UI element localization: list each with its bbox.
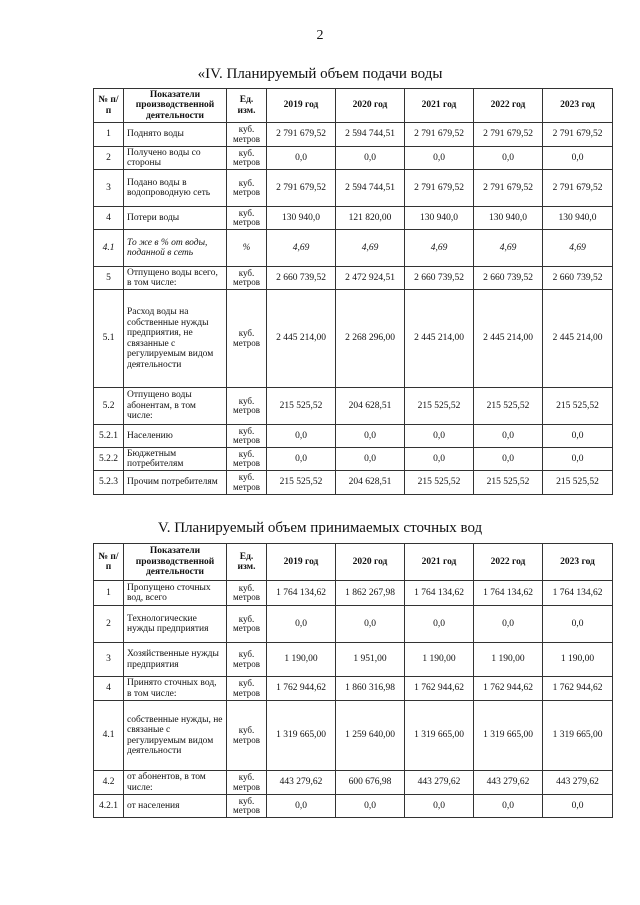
value-cell: 2 660 739,52: [267, 267, 336, 290]
table-row: [94, 147, 613, 170]
value-cell: 130 940,0: [543, 207, 613, 230]
value-cell: 1 259 640,00: [336, 701, 405, 771]
value-cell: 2 791 679,52: [543, 123, 613, 147]
value-cell: 215 525,52: [543, 471, 613, 495]
value-cell: 0,0: [336, 606, 405, 643]
value-cell: 0,0: [405, 448, 474, 471]
column-header: Ед. изм.: [227, 89, 267, 123]
value-cell: 2 791 679,52: [474, 170, 543, 207]
value-cell: 2 791 679,52: [405, 170, 474, 207]
unit-cell: куб. метров: [227, 581, 267, 606]
row-number-cell: 1: [94, 581, 124, 606]
value-cell: 4,69: [267, 230, 336, 267]
row-number-cell: 4: [94, 207, 124, 230]
column-header: 2023 год: [543, 89, 613, 123]
value-cell: 1 762 944,62: [543, 677, 613, 701]
row-number-cell: 2: [94, 606, 124, 643]
value-cell: 0,0: [336, 795, 405, 818]
value-cell: 130 940,0: [474, 207, 543, 230]
value-cell: 2 791 679,52: [267, 123, 336, 147]
unit-cell: куб. метров: [227, 701, 267, 771]
column-header: Показатели производственной деятельности: [124, 544, 227, 581]
value-cell: 2 660 739,52: [474, 267, 543, 290]
value-cell: 0,0: [543, 425, 613, 448]
value-cell: 2 791 679,52: [543, 170, 613, 207]
table-row: [94, 425, 613, 448]
table-row: [94, 448, 613, 471]
table-row: [94, 267, 613, 290]
indicator-name-cell: Принято сточных вод, в том числе:: [124, 677, 227, 701]
value-cell: 600 676,98: [336, 771, 405, 795]
value-cell: 1 319 665,00: [405, 701, 474, 771]
value-cell: 121 820,00: [336, 207, 405, 230]
value-cell: 1 764 134,62: [267, 581, 336, 606]
table-row: [94, 771, 613, 795]
column-header: 2021 год: [405, 89, 474, 123]
row-number-cell: 5.2.3: [94, 471, 124, 495]
row-number-cell: 5.2.2: [94, 448, 124, 471]
value-cell: 215 525,52: [474, 388, 543, 425]
value-cell: 0,0: [267, 425, 336, 448]
value-cell: 443 279,62: [474, 771, 543, 795]
column-header: № п/п: [94, 89, 124, 123]
unit-cell: куб. метров: [227, 643, 267, 677]
unit-cell: куб. метров: [227, 471, 267, 495]
column-header: 2022 год: [474, 89, 543, 123]
row-number-cell: 4.2: [94, 771, 124, 795]
row-number-cell: 5.1: [94, 290, 124, 388]
indicator-name-cell: Расход воды на собственные нужды предприятия, не связанные с регулируемым видом деятельности: [124, 290, 227, 388]
value-cell: 1 190,00: [405, 643, 474, 677]
indicator-name-cell: Хозяйственные нужды предприятия: [124, 643, 227, 677]
value-cell: 1 319 665,00: [474, 701, 543, 771]
row-number-cell: 4.2.1: [94, 795, 124, 818]
value-cell: 2 791 679,52: [405, 123, 474, 147]
indicator-name-cell: собственные нужды, не связаные с регулируемым видом деятельности: [124, 701, 227, 771]
value-cell: 215 525,52: [543, 388, 613, 425]
row-number-cell: 4.1: [94, 230, 124, 267]
indicator-name-cell: Потери воды: [124, 207, 227, 230]
value-cell: 1 319 665,00: [543, 701, 613, 771]
value-cell: 2 472 924,51: [336, 267, 405, 290]
value-cell: 1 862 267,98: [336, 581, 405, 606]
unit-cell: куб. метров: [227, 147, 267, 170]
row-number-cell: 2: [94, 147, 124, 170]
value-cell: 1 764 134,62: [543, 581, 613, 606]
value-cell: 215 525,52: [267, 388, 336, 425]
row-number-cell: 4: [94, 677, 124, 701]
table-row: [94, 795, 613, 818]
value-cell: 215 525,52: [267, 471, 336, 495]
value-cell: 2 594 744,51: [336, 123, 405, 147]
value-cell: 2 594 744,51: [336, 170, 405, 207]
unit-cell: %: [227, 230, 267, 267]
indicator-name-cell: Прочим потребителям: [124, 471, 227, 495]
column-header: 2023 год: [543, 544, 613, 581]
indicator-name-cell: Подано воды в водопроводную сеть: [124, 170, 227, 207]
row-number-cell: 1: [94, 123, 124, 147]
value-cell: 204 628,51: [336, 471, 405, 495]
value-cell: 0,0: [336, 448, 405, 471]
value-cell: 4,69: [474, 230, 543, 267]
value-cell: 0,0: [543, 795, 613, 818]
table-row: [94, 471, 613, 495]
unit-cell: куб. метров: [227, 795, 267, 818]
value-cell: 0,0: [474, 795, 543, 818]
table-row: [94, 677, 613, 701]
value-cell: 1 190,00: [474, 643, 543, 677]
value-cell: 0,0: [267, 147, 336, 170]
indicator-name-cell: То же в % от воды, поданной в сеть: [124, 230, 227, 267]
value-cell: 1 190,00: [267, 643, 336, 677]
table-row: [94, 207, 613, 230]
table-row: [94, 581, 613, 606]
indicator-name-cell: от населения: [124, 795, 227, 818]
table-row: [94, 170, 613, 207]
value-cell: 2 660 739,52: [405, 267, 474, 290]
unit-cell: куб. метров: [227, 267, 267, 290]
value-cell: 0,0: [405, 795, 474, 818]
indicator-name-cell: Отпущено воды абонентам, в том числе:: [124, 388, 227, 425]
indicator-name-cell: Отпущено воды всего, в том числе:: [124, 267, 227, 290]
table-row: [94, 606, 613, 643]
value-cell: 2 445 214,00: [543, 290, 613, 388]
indicator-name-cell: Получено воды со стороны: [124, 147, 227, 170]
value-cell: 0,0: [267, 795, 336, 818]
indicator-name-cell: Технологические нужды предприятия: [124, 606, 227, 643]
value-cell: 215 525,52: [474, 471, 543, 495]
value-cell: 215 525,52: [405, 388, 474, 425]
table-header-row: [94, 89, 613, 123]
table-row: [94, 701, 613, 771]
value-cell: 1 764 134,62: [405, 581, 474, 606]
indicator-name-cell: от абонентов, в том числе:: [124, 771, 227, 795]
value-cell: 4,69: [336, 230, 405, 267]
indicator-name-cell: Пропущено сточных вод, всего: [124, 581, 227, 606]
table-row: [94, 290, 613, 388]
unit-cell: куб. метров: [227, 448, 267, 471]
value-cell: 0,0: [267, 606, 336, 643]
row-number-cell: 5.2: [94, 388, 124, 425]
value-cell: 215 525,52: [405, 471, 474, 495]
value-cell: 0,0: [543, 147, 613, 170]
value-cell: 4,69: [543, 230, 613, 267]
indicator-name-cell: Бюджетным потребителям: [124, 448, 227, 471]
value-cell: 0,0: [474, 606, 543, 643]
value-cell: 0,0: [336, 147, 405, 170]
value-cell: 0,0: [543, 448, 613, 471]
unit-cell: куб. метров: [227, 425, 267, 448]
value-cell: 1 860 316,98: [336, 677, 405, 701]
table-row: [94, 230, 613, 267]
value-cell: 2 660 739,52: [543, 267, 613, 290]
unit-cell: куб. метров: [227, 290, 267, 388]
value-cell: 0,0: [405, 147, 474, 170]
column-header: 2019 год: [267, 89, 336, 123]
row-number-cell: 4.1: [94, 701, 124, 771]
column-header: Ед. изм.: [227, 544, 267, 581]
unit-cell: куб. метров: [227, 771, 267, 795]
unit-cell: куб. метров: [227, 170, 267, 207]
table-header-row: [94, 544, 613, 581]
column-header: № п/п: [94, 544, 124, 581]
table-row: [94, 643, 613, 677]
value-cell: 443 279,62: [267, 771, 336, 795]
column-header: 2019 год: [267, 544, 336, 581]
value-cell: 1 319 665,00: [267, 701, 336, 771]
row-number-cell: 5.2.1: [94, 425, 124, 448]
row-number-cell: 3: [94, 170, 124, 207]
column-header: 2020 год: [336, 89, 405, 123]
value-cell: 130 940,0: [267, 207, 336, 230]
value-cell: 1 762 944,62: [267, 677, 336, 701]
page-number: 2: [316, 28, 324, 43]
section-v-title: V. Планируемый объем принимаемых сточных вод: [157, 520, 483, 536]
value-cell: 2 791 679,52: [267, 170, 336, 207]
value-cell: 0,0: [474, 147, 543, 170]
unit-cell: куб. метров: [227, 388, 267, 425]
section-iv-title: «IV. Планируемый объем подачи воды: [197, 66, 443, 82]
value-cell: 1 762 944,62: [405, 677, 474, 701]
value-cell: 2 445 214,00: [267, 290, 336, 388]
unit-cell: куб. метров: [227, 677, 267, 701]
value-cell: 0,0: [267, 448, 336, 471]
row-number-cell: 5: [94, 267, 124, 290]
unit-cell: куб. метров: [227, 207, 267, 230]
value-cell: 2 791 679,52: [474, 123, 543, 147]
value-cell: 1 951,00: [336, 643, 405, 677]
column-header: 2020 год: [336, 544, 405, 581]
value-cell: 0,0: [474, 425, 543, 448]
value-cell: 0,0: [405, 606, 474, 643]
value-cell: 443 279,62: [543, 771, 613, 795]
table-row: [94, 388, 613, 425]
table-row: [94, 123, 613, 147]
water-supply-table: [93, 88, 613, 495]
value-cell: 2 445 214,00: [405, 290, 474, 388]
column-header: 2022 год: [474, 544, 543, 581]
indicator-name-cell: Населению: [124, 425, 227, 448]
value-cell: 4,69: [405, 230, 474, 267]
value-cell: 204 628,51: [336, 388, 405, 425]
wastewater-table: [93, 543, 613, 818]
column-header: Показатели производственной деятельности: [124, 89, 227, 123]
value-cell: 0,0: [336, 425, 405, 448]
unit-cell: куб. метров: [227, 606, 267, 643]
unit-cell: куб. метров: [227, 123, 267, 147]
value-cell: 130 940,0: [405, 207, 474, 230]
value-cell: 1 764 134,62: [474, 581, 543, 606]
value-cell: 443 279,62: [405, 771, 474, 795]
value-cell: 2 268 296,00: [336, 290, 405, 388]
row-number-cell: 3: [94, 643, 124, 677]
value-cell: 0,0: [543, 606, 613, 643]
value-cell: 1 762 944,62: [474, 677, 543, 701]
value-cell: 0,0: [474, 448, 543, 471]
value-cell: 0,0: [405, 425, 474, 448]
column-header: 2021 год: [405, 544, 474, 581]
value-cell: 2 445 214,00: [474, 290, 543, 388]
indicator-name-cell: Поднято воды: [124, 123, 227, 147]
value-cell: 1 190,00: [543, 643, 613, 677]
